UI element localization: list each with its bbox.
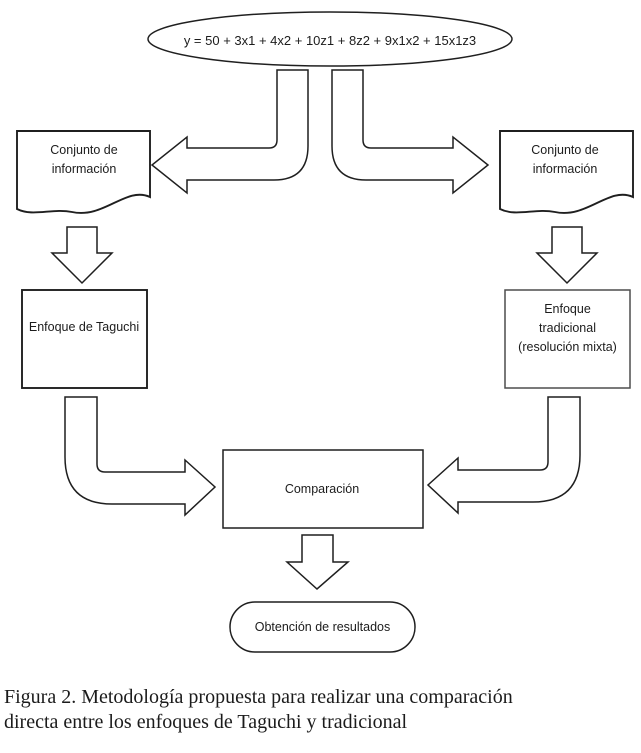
dataset-left-label: Conjunto de información bbox=[50, 143, 118, 176]
process-box-taguchi bbox=[22, 290, 147, 388]
dataset-right-label: Conjunto de información bbox=[531, 143, 599, 176]
down-arrow-center-icon bbox=[287, 535, 348, 589]
traditional-approach-label: Enfoque tradicional (resolución mixta) bbox=[518, 302, 617, 354]
result-label: Obtención de resultados bbox=[254, 620, 391, 634]
elbow-arrow-down-left-icon bbox=[152, 70, 308, 193]
figure-caption-line-2: directa entre los enfoques de Taguchi y tradicional bbox=[4, 711, 408, 733]
figure-caption-line-1: Figura 2. Metodología propuesta para realizar una comparación bbox=[4, 686, 513, 708]
down-arrow-right-icon bbox=[537, 227, 597, 283]
elbow-arrow-taguchi-to-comparison-icon bbox=[65, 397, 215, 515]
down-arrow-left-icon bbox=[52, 227, 112, 283]
elbow-arrow-traditional-to-comparison-icon bbox=[428, 397, 580, 513]
formula-label: y = 50 + 3x1 + 4x2 + 10z1 + 8z2 + 9x1x2 + 15x1z3 bbox=[183, 33, 477, 48]
comparison-label: Comparación bbox=[284, 482, 360, 496]
taguchi-approach-label: Enfoque de Taguchi bbox=[28, 320, 140, 334]
figure-caption bbox=[4, 685, 640, 735]
elbow-arrow-down-right-icon bbox=[332, 70, 488, 193]
